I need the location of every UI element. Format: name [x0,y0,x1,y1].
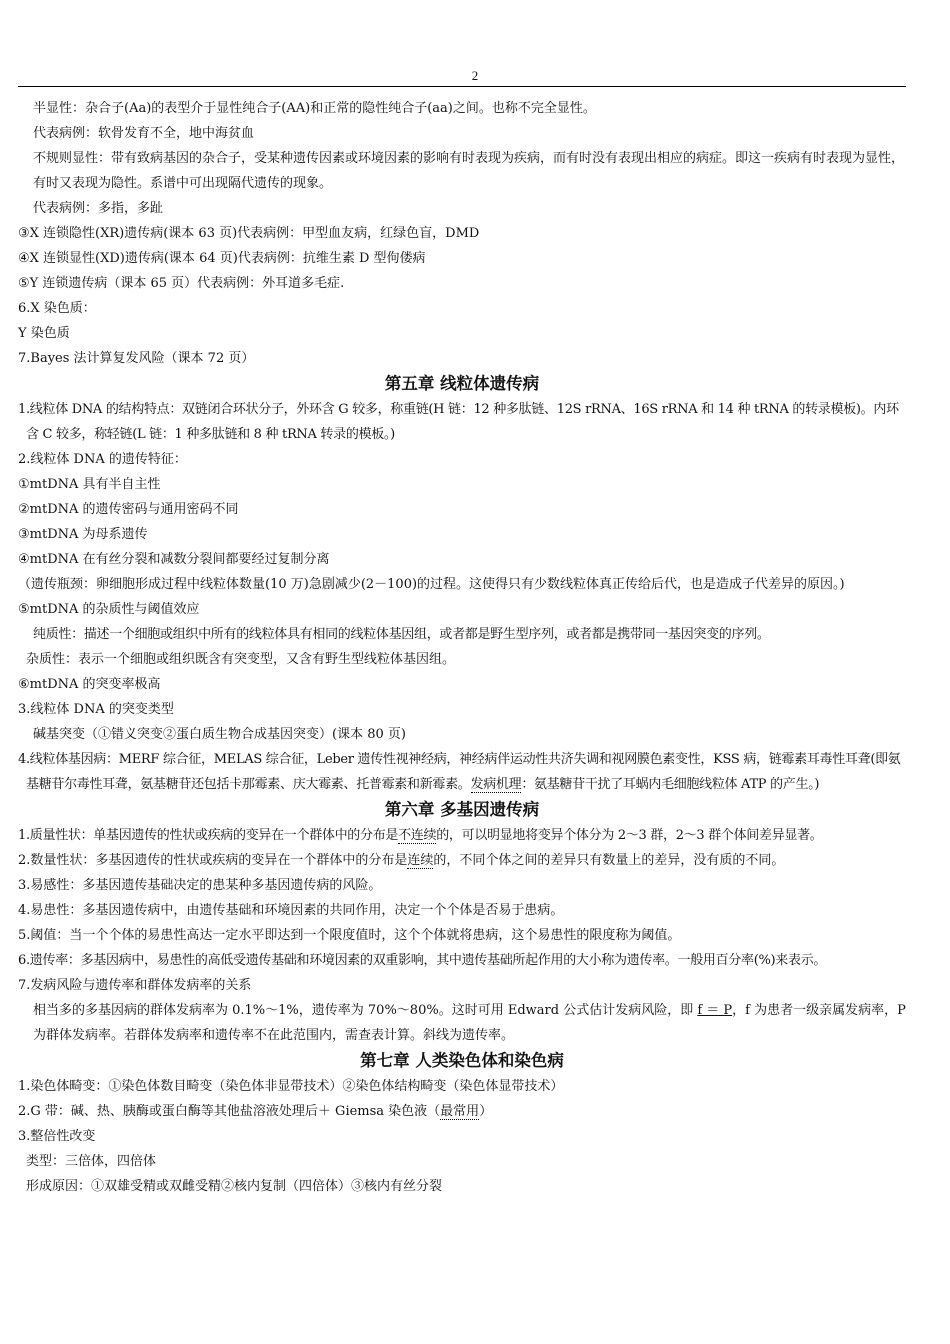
paragraph: （遗传瓶颈：卵细胞形成过程中线粒体数量(10 万)急剧减少(2－100)的过程。这使得只有少数线粒体真正传给后代，也是造成子代差异的原因。) [18,577,845,592]
paragraph: 7.发病风险与遗传率和群体发病率的关系 [18,978,252,993]
paragraph: 3.易感性：多基因遗传基础决定的患某种多基因遗传病的风险。 [18,878,382,893]
chapter-title: 第五章 线粒体遗传病 [384,374,540,393]
header-rule [18,86,906,87]
paragraph: 6.遗传率：多基因病中，易患性的高低受遗传基础和环境因素的双重影响，其中遗传基础所起作用的大小称为遗传率。一般用百分率(%)来表示。 [18,953,827,968]
paragraph: 6.X 染色质： [18,301,96,316]
emphasis-text: 发病机理 [470,777,522,792]
paragraph [18,747,906,797]
text-run: ） [479,1104,493,1119]
emphasis-text: 不连续 [398,828,437,843]
paragraph: 纯质性：描述一个细胞或组织中所有的线粒体具有相同的线粒体基因组，或者都是野生型序列，或者都是携带同一基因突变的序列。 [33,627,770,642]
paragraph: ⑤mtDNA 的杂质性与阈值效应 [18,602,200,617]
paragraph [18,998,906,1048]
text-run: 2.数量性状：多基因遗传的性状或疾病的变异在一个群体中的分布是 [18,853,408,868]
page-number: 2 [471,68,479,83]
paragraph: 1.染色体畸变：①染色体数目畸变（染色体非显带技术）②染色体结构畸变（染色体显带技术） [18,1079,564,1094]
text-run: 1.质量性状：单基因遗传的性状或疾病的变异在一个群体中的分布是 [18,828,399,843]
paragraph: ④X 连锁显性(XD)遗传病(课本 64 页)代表病例：抗维生素 D 型佝偻病 [18,251,426,266]
text-run: 4.线粒体基因病：MERF 综合征，MELAS 综合征，Leber 遗传性视神经病，神经病伴运动性共济失调和视网膜色素变性，KSS 病，链霉素耳毒性耳聋(即氨基糖苷尔毒性耳聋，氨基糖苷还包括卡那霉素、庆大霉素、托普霉素和新霉素。 [18,752,901,792]
paragraph [18,1099,906,1124]
paragraph [18,848,906,873]
text-run: ，f 为患者一级亲属发病率，P 为群体发病率。若群体发病率和遗传率不在此范围内，需查表计算。斜线为遗传率。 [33,1003,906,1043]
paragraph: 代表病例：多指，多趾 [33,201,164,216]
paragraph: 杂质性：表示一个细胞或组织既含有突变型，又含有野生型线粒体基因组。 [26,652,456,667]
paragraph: ②mtDNA 的遗传密码与通用密码不同 [18,502,239,517]
paragraph: 类型：三倍体，四倍体 [26,1154,157,1169]
paragraph: ①mtDNA 具有半自主性 [18,477,161,492]
paragraph: 碱基突变（①错义突变②蛋白质生物合成基因突变）(课本 80 页) [33,727,406,742]
paragraph: 4.易患性：多基因遗传病中，由遗传基础和环境因素的共同作用，决定一个个体是否易于患病。 [18,903,564,918]
paragraph: 不规则显性：带有致病基因的杂合子，受某种遗传因素或环境因素的影响有时表现为疾病，而有时没有表现出相应的病症。即这一疾病有时表现为显性，有时又表现为隐性。系谱中可出现隔代遗传的现象。 [33,151,905,191]
text-run: 的，不同个体之间的差异只有数量上的差异，没有质的不同。 [433,853,785,868]
text-run: 2.G 带：碱、热、胰酶或蛋白酶等其他盐溶液处理后＋ Giemsa 染色液（ [18,1104,441,1119]
paragraph: 5.阈值：当一个个体的易患性高达一定水平即达到一个限度值时，这个个体就将患病，这个易患性的限度称为阈值。 [18,928,681,943]
paragraph: 代表病例：软骨发育不全，地中海贫血 [33,126,255,141]
chapter-title: 第七章 人类染色体和染色病 [360,1051,564,1070]
paragraph: Y 染色质 [18,326,70,341]
paragraph: 形成原因：①双雄受精或双雌受精②核内复制（四倍体）③核内有丝分裂 [26,1179,443,1194]
paragraph: 1.线粒体 DNA 的结构特点：双链闭合环状分子，外环含 G 较多，称重链(H 链：12 种多肽链、12S rRNA、16S rRNA 和 14 种 tRNA 的转录模板)。内环含 C 较多，称轻链(L 链：1 种多肽链和 8 种 tRNA 转录的模板。) [18,402,899,442]
paragraph: 3.整倍性改变 [18,1129,96,1144]
text-run: 相当多的多基因病的群体发病率为 0.1%～1%，遗传率为 70%～80%。这时可用 Edward 公式估计发病风险，即 [33,1003,698,1018]
emphasis-text: 连续 [407,853,434,868]
formula-text: f ＝ P [697,1003,733,1018]
paragraph: 3.线粒体 DNA 的突变类型 [18,702,174,717]
paragraph [18,823,906,848]
paragraph: ③X 连锁隐性(XR)遗传病(课本 63 页)代表病例：甲型血友病，红绿色盲，DMD [18,226,480,241]
emphasis-text: 最常用 [440,1104,480,1119]
chapter-title: 第六章 多基因遗传病 [384,800,540,819]
paragraph: 半显性：杂合子(Aa)的表型介于显性纯合子(AA)和正常的隐性纯合子(aa)之间。也称不完全显性。 [33,101,596,116]
paragraph: ③mtDNA 为母系遗传 [18,527,148,542]
paragraph: ④mtDNA 在有丝分裂和减数分裂间都要经过复制分离 [18,552,330,567]
paragraph: 7.Bayes 法计算复发风险（课本 72 页） [18,351,255,366]
text-run: ：氨基糖苷干扰了耳蜗内毛细胞线粒体 ATP 的产生。) [521,777,820,792]
text-run: 的，可以明显地将变异个体分为 2～3 群，2～3 群个体间差异显著。 [436,828,823,843]
paragraph: ⑤Y 连锁遗传病（课本 65 页）代表病例：外耳道多毛症. [18,276,345,291]
paragraph: ⑥mtDNA 的突变率极高 [18,677,161,692]
document-body [18,96,906,1199]
paragraph: 2.线粒体 DNA 的遗传特征： [18,452,187,467]
